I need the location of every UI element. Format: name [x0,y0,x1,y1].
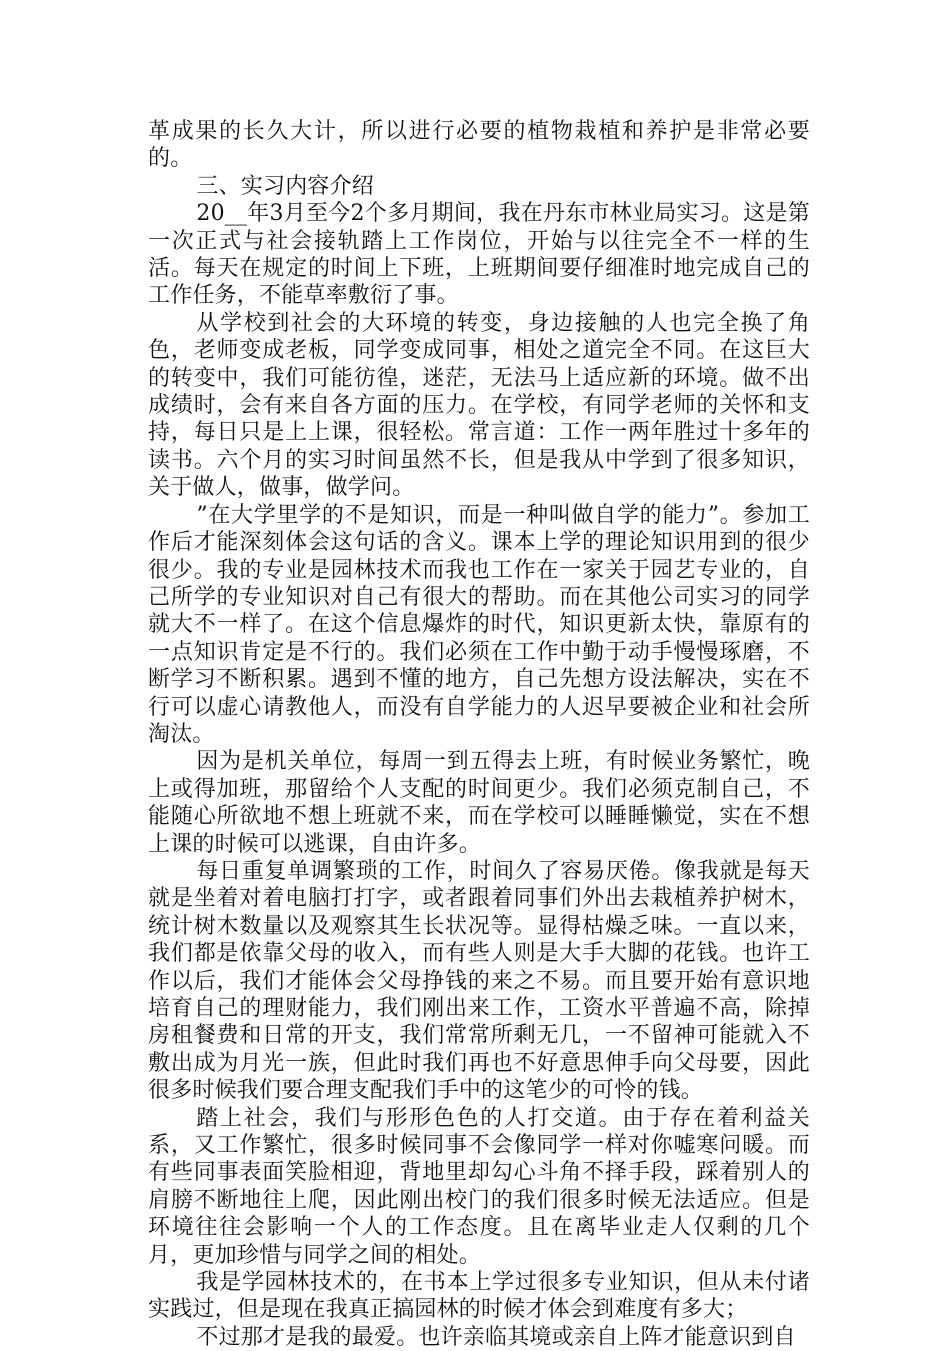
paragraph-3: 从学校到社会的大环境的转变，身边接触的人也完全换了角色，老师变成老板，同学变成同事，相处之道完全不同。在这巨大的转变中，我们可能彷徨，迷茫，无法马上适应新的环境。做不出成绩时，会有来自各方面的压力。在学校，有同学老师的关怀和支持，每日只是上上课，很轻松。常言道：工作一两年胜过十多年的读书。六个月的实习时间虽然不长，但是我从中学到了很多知识，关于做人，做事，做学问。 [148,310,810,501]
paragraph-8: 我是学园林技术的，在书本上学过很多专业知识，但从未付诸实践过，但是现在我真正搞园林的时候才体会到难度有多大； [148,1270,810,1323]
paragraph-4: ”在大学里学的不是知识，而是一种叫做自学的能力”。参加工作后才能深刻体会这句话的含义。课本上学的理论知识用到的很少很少。我的专业是园林技术而我也工作在一家关于园艺专业的，自己所学的专业知识对自己有很大的帮助。而在其他公司实习的同学就大不一样了。在这个信息爆炸的时代，知识更新太快，靠原有的一点知识肯定是不行的。我们必须在工作中勤于动手慢慢琢磨，不断学习不断积累。遇到不懂的地方，自己先想方设法解决，实在不行可以虚心请教他人，而没有自学能力的人迟早要被企业和社会所淘汰。 [148,502,810,747]
section-heading-3: 三、实习内容介绍 [196,173,374,199]
paragraph-7: 踏上社会，我们与形形色色的人打交道。由于存在着利益关系，又工作繁忙，很多时候同事不会像同学一样对你嘘寒问暖。而有些同事表面笑脸相迎，背地里却勾心斗角不择手段，踩着别人的肩膀不断地往上爬，因此刚出校门的我们很多时候无法适应。但是环境往往会影响一个人的工作态度。且在离毕业走人仅剩的几个月，更加珍惜与同学之间的相处。 [148,1105,810,1268]
paragraph-5: 因为是机关单位，每周一到五得去上班，有时候业务繁忙，晚上或得加班，那留给个人支配的时间更少。我们必须克制自己，不能随心所欲地不想上班就不来，而在学校可以睡睡懒觉，实在不想上课的时候可以逃课，自由许多。 [148,749,810,857]
paragraph-6: 每日重复单调繁琐的工作，时间久了容易厌倦。像我就是每天就是坐着对着电脑打打字，或者跟着同事们外出去栽植养护树木，统计树木数量以及观察其生长状况等。显得枯燥乏味。一直以来，我们都是依靠父母的收入，而有些人则是大手大脚的花钱。也许工作以后，我们才能体会父母挣钱的来之不易。而且要开始有意识地培育自己的理财能力，我们刚出来工作，工资水平普遍不高，除掉房租餐费和日常的开支，我们常常所剩无几，一不留神可能就入不敷出成为月光一族，但此时我们再也不好意思伸手向父母要，因此很多时候我们要合理支配我们手中的这笔少的可怜的钱。 [148,858,810,1104]
document-body [148,118,810,1351]
paragraph-1: 革成果的长久大计，所以进行必要的植物栽植和养护是非常必要的。 [148,119,810,172]
paragraph-9: 不过那才是我的最爱。也许亲临其境或亲自上阵才能意识到自 [196,1324,796,1350]
paragraph-2: 20__年3月至今2个多月期间，我在丹东市林业局实习。这是第一次正式与社会接轨踏上工作岗位，开始与以往完全不一样的生活。每天在规定的时间上下班，上班期间要仔细准时地完成自己的工作任务，不能草率敷衍了事。 [148,201,810,309]
